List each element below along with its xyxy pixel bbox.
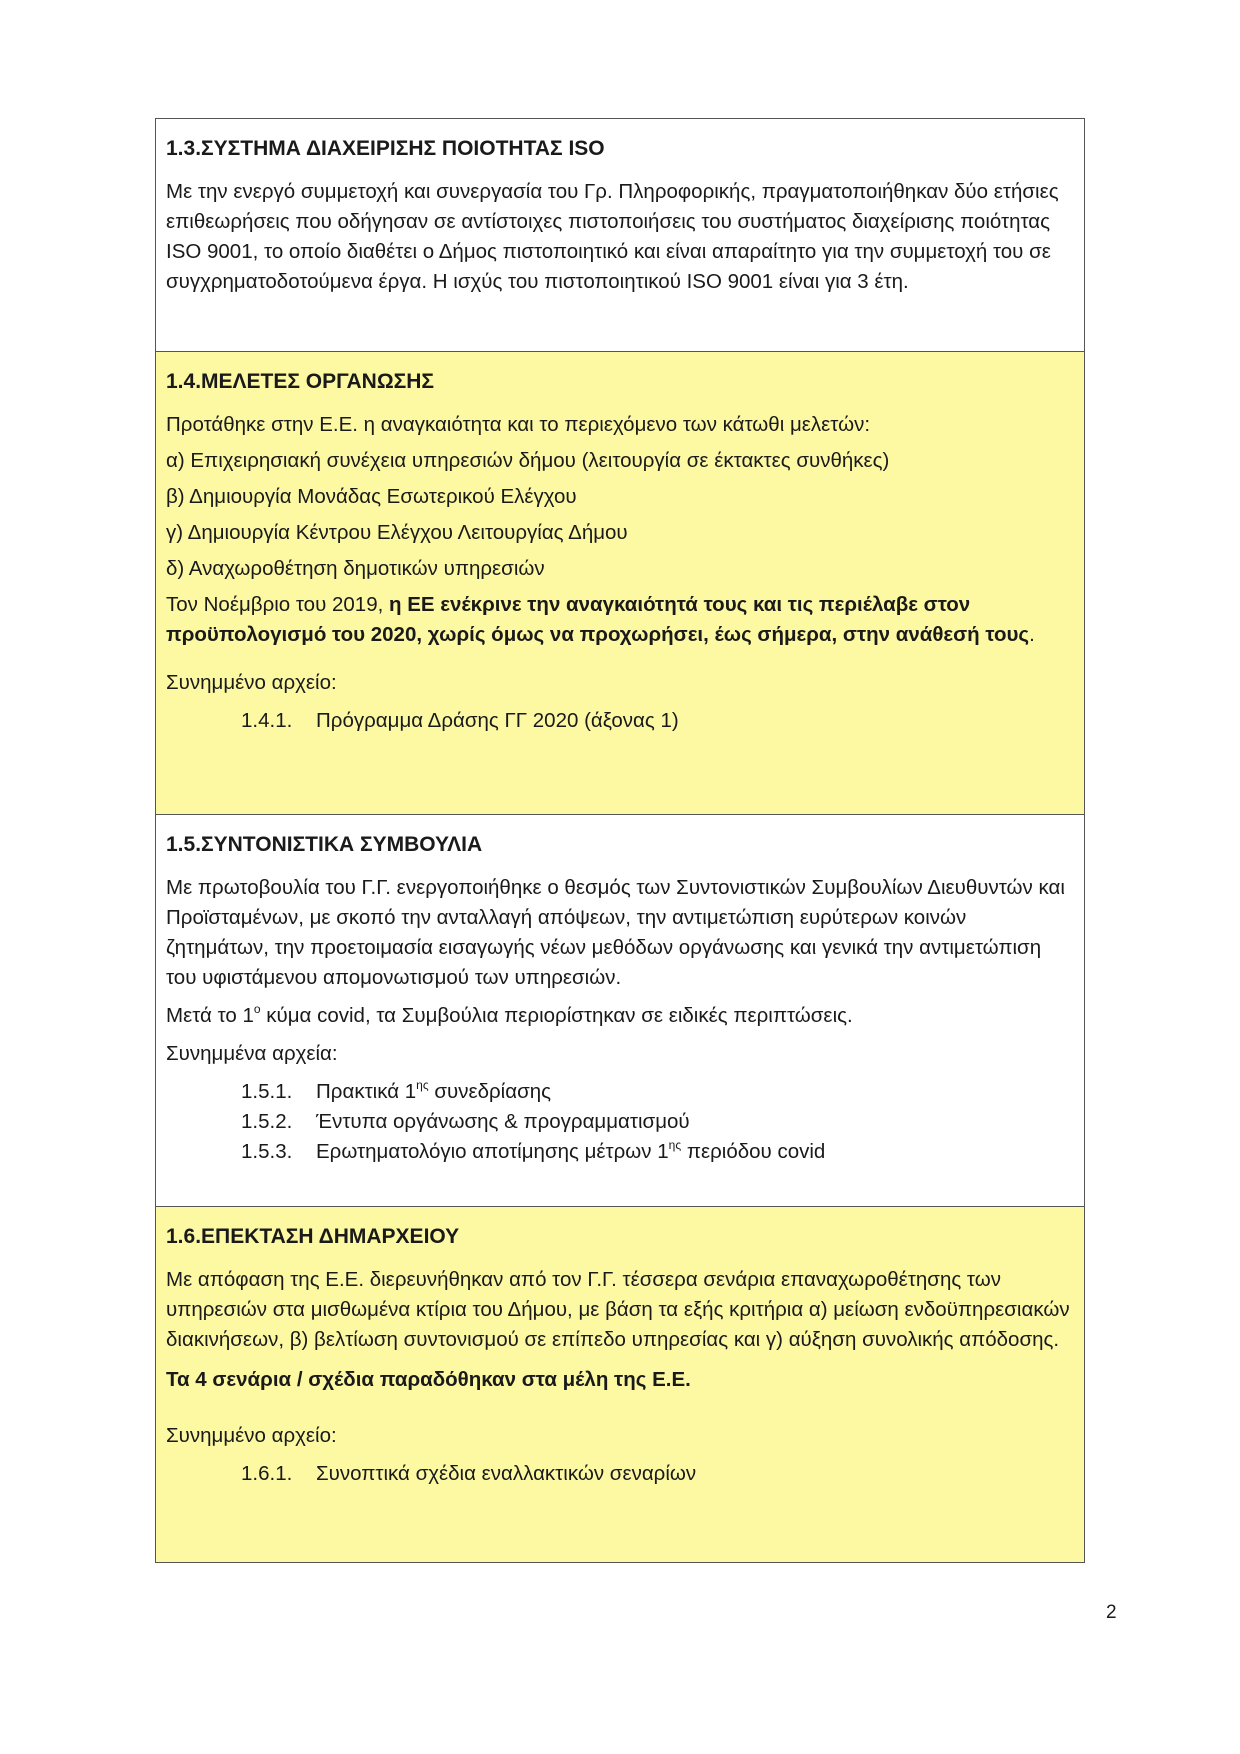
list-item: δ) Αναχωροθέτηση δημοτικών υπηρεσιών (166, 557, 545, 580)
attachment-text (316, 1107, 690, 1137)
page-number: 2 (1106, 1602, 1117, 1623)
text: συνεδρίασης (428, 1080, 551, 1103)
section-title: 1.3.ΣΥΣΤΗΜΑ ΔΙΑΧΕΙΡΙΣΗΣ ΠΟΙΟΤΗΤΑΣ ISO (166, 137, 605, 160)
attachment-text (316, 1137, 825, 1167)
attachments-label: Συνημμένα αρχεία: (166, 1042, 338, 1065)
attachment-number: 1.5.3. (241, 1140, 293, 1163)
section-town-hall-expansion (156, 1207, 1084, 1562)
paragraph: Προτάθηκε στην Ε.Ε. η αναγκαιότητα και το περιεχόμενο των κάτωθι μελετών: (166, 413, 871, 436)
superscript: ο (253, 1002, 261, 1016)
section-iso (156, 119, 1084, 352)
list-item: β) Δημιουργία Μονάδας Εσωτερικού Ελέγχου (166, 485, 577, 508)
text: Τον Νοέμβριο του 2019, (166, 593, 389, 616)
paragraph (166, 1001, 1074, 1031)
attachment-number: 1.5.1. (241, 1080, 293, 1103)
attachment-item (166, 1077, 1074, 1107)
attachment-item (166, 1137, 1074, 1167)
attachment-text: Συνοπτικά σχέδια εναλλακτικών σεναρίων (316, 1462, 697, 1485)
list-item: γ) Δημιουργία Κέντρου Ελέγχου Λειτουργίας Δήμου (166, 521, 628, 544)
superscript: ης (416, 1078, 429, 1092)
section-org-studies (156, 352, 1084, 815)
attachment-item (166, 1459, 1074, 1489)
attachment-text: Πρόγραμμα Δράσης ΓΓ 2020 (άξονας 1) (316, 709, 679, 732)
paragraph (166, 590, 1074, 650)
section-title: 1.6.ΕΠΕΚΤΑΣΗ ΔΗΜΑΡΧΕΙΟΥ (166, 1225, 460, 1248)
section-title: 1.5.ΣΥΝΤΟΝΙΣΤΙΚΑ ΣΥΜΒΟΥΛΙΑ (166, 833, 483, 856)
attachment-item (166, 1107, 1074, 1137)
list-item: α) Επιχειρησιακή συνέχεια υπηρεσιών δήμου (λειτουργία σε έκτακτες συνθήκες) (166, 449, 890, 472)
superscript: ης (668, 1138, 682, 1152)
attachments-label: Συνημμένο αρχείο: (166, 1424, 337, 1447)
text: κύμα covid, τα Συμβούλια περιορίστηκαν σε ειδικές περιπτώσεις. (260, 1004, 853, 1027)
attachment-number: 1.4.1. (241, 709, 293, 732)
paragraph: Με την ενεργό συμμετοχή και συνεργασία του Γρ. Πληροφορικής, πραγματοποιήθηκαν δύο ετήσιες επιθεωρήσεις που οδήγησαν σε αντίστοιχες πιστοποιήσεις του συστήματος διαχείρισης ποιότητας ISO 9001, το οποίο διαθέτει ο Δήμος πιστοποιητικό και είναι απαραίτητο για την συμμετοχή του σε συγχρηματοδοτούμενα έργα. Η ισχύς του πιστοποιητικού ISO 9001 είναι για 3 έτη. (166, 180, 1059, 293)
text: Ερωτηματολόγιο αποτίμησης μέτρων 1 (316, 1140, 669, 1163)
bold-text: η ΕΕ ενέκρινε την αναγκαιότητά τους και τις περιέλαβε στον προϋπολογισμό του 2020, χωρίς όμως να προχωρήσει, έως σήμερα, στην ανάθεσή τους (166, 593, 1030, 646)
paragraph: Με απόφαση της Ε.Ε. διερευνήθηκαν από τον Γ.Γ. τέσσερα σενάρια επαναχωροθέτησης των υπηρεσιών στα μισθωμένα κτίρια του Δήμου, με βάση τα εξής κριτήρια α) μείωση ενδοϋπηρεσιακών διακινήσεων, β) βελτίωση συντονισμού σε επίπεδο υπηρεσίας και γ) αύξηση συνολικής απόδοσης. (166, 1268, 1070, 1351)
text: περιόδου covid (681, 1140, 826, 1163)
section-coordination-councils (156, 815, 1084, 1207)
paragraph: Με πρωτοβουλία του Γ.Γ. ενεργοποιήθηκε ο θεσμός των Συντονιστικών Συμβουλίων Διευθυντών και Προϊσταμένων, με σκοπό την ανταλλαγή απόψεων, την αντιμετώπιση ευρύτερων κοινών ζητημάτων, την προετοιμασία εισαγωγής νέων μεθόδων οργάνωσης και γενικά την αντιμετώπιση του υφιστάμενου απομονωτισμού των υπηρεσιών. (166, 876, 1065, 989)
section-title: 1.4.ΜΕΛΕΤΕΣ ΟΡΓΑΝΩΣΗΣ (166, 370, 435, 393)
attachment-item (166, 706, 1074, 736)
attachment-number: 1.6.1. (241, 1462, 293, 1485)
text: Πρακτικά 1 (316, 1080, 417, 1103)
text: Μετά το 1 (166, 1004, 254, 1027)
text: Έντυπα οργάνωσης & προγραμματισμού (316, 1110, 690, 1133)
text: . (1029, 623, 1035, 646)
document-table (155, 118, 1085, 1563)
attachment-text (316, 1077, 551, 1107)
attachments-label: Συνημμένο αρχείο: (166, 671, 337, 694)
attachment-number: 1.5.2. (241, 1110, 293, 1133)
bold-paragraph (166, 1365, 1074, 1395)
bold-text: Τα 4 σενάρια / σχέδια παραδόθηκαν στα μέλη της Ε.Ε. (166, 1368, 691, 1391)
